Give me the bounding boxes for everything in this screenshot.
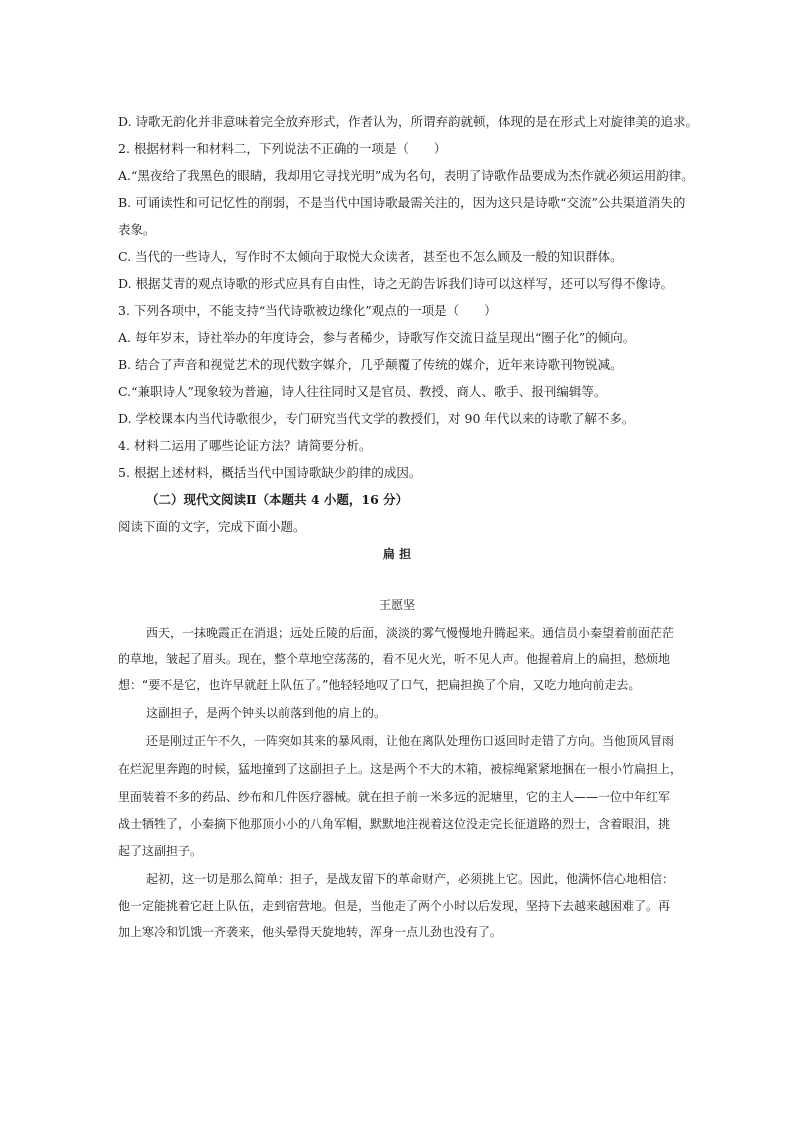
- story-paragraph-1-line-1: 西天，一抹晚霞正在消退；远处丘陵的后面，淡淡的雾气慢慢地升腾起来。通信员小秦望着前面茫茫: [146, 626, 675, 640]
- section-heading: （二）现代文阅读Ⅱ（本题共 4 小题，16 分）: [146, 492, 409, 507]
- question-3-option-a: A. 每年岁末，诗社举办的年度诗会，参与者稀少，诗歌写作交流日益呈现出“圈子化”的倾向。: [118, 330, 636, 345]
- story-paragraph-3-line-1: 还是刚过正午不久，一阵突如其来的暴风雨，让他在离队处理伤口返回时走错了方向。当他顶风冒雨: [146, 734, 675, 748]
- question-3-stem: 3. 下列各项中，不能支持“当代诗歌被边缘化”观点的一项是（ ）: [118, 303, 497, 318]
- story-paragraph-1-line-2: 的草地，皱起了眉头。现在，整个草地空荡荡的，看不见火光，听不见人声。他握着肩上的扁担，愁烦地: [118, 652, 671, 666]
- story-paragraph-3-line-2: 在烂泥里奔跑的时候，猛地撞到了这副担子上。这是两个不大的木箱，被棕绳紧紧地捆在一根小竹扁担上，: [118, 762, 683, 776]
- story-paragraph-3-line-4: 战士牺牲了，小秦摘下他那顶小小的八角军帽，默默地注视着这位没走完长征道路的烈士，含着眼泪，挑: [118, 817, 671, 831]
- question-1-option-d: D. 诗歌无韵化并非意味着完全放弃形式，作者认为，所谓弃韵就顿，体现的是在形式上对旋律美的追求。: [118, 114, 699, 129]
- story-title: 扁 担: [382, 547, 412, 561]
- question-2-option-d: D. 根据艾青的观点诗歌的形式应具有自由性，诗之无韵告诉我们诗可以这样写，还可以写得不像诗。: [118, 276, 674, 291]
- question-3-option-b: B. 结合了声音和视觉艺术的现代数字媒介，几乎颠覆了传统的媒介，近年来诗歌刊物锐减。: [118, 357, 623, 372]
- question-2-option-c: C. 当代的一些诗人，写作时不太倾向于取悦大众读者，甚至也不怎么顾及一般的知识群体。: [118, 249, 623, 264]
- question-3-option-d: D. 学校课本内当代诗歌很少，专门研究当代文学的教授们，对 90 年代以来的诗歌了解不多。: [118, 411, 635, 426]
- story-paragraph-4-line-2: 他一定能挑着它赶上队伍，走到宿营地。但是，当他走了两个小时以后发现，坚持下去越来越困难了。再: [118, 899, 671, 913]
- story-author: 王愿坚: [378, 598, 415, 612]
- question-2-option-b: B. 可诵读性和可记忆性的削弱，不是当代中国诗歌最需关注的，因为这只是诗歌“交流”公共渠道消失的: [118, 195, 686, 210]
- story-paragraph-3-line-3: 里面装着不多的药品、纱布和几件医疗器械。就在担子前一米多远的泥塘里，它的主人——一位中年红军: [118, 790, 671, 804]
- story-paragraph-4-line-1: 起初，这一切是那么简单：担子，是战友留下的革命财产，必须挑上它。因此，他满怀信心地相信：: [146, 872, 675, 886]
- section-instruction: 阅读下面的文字，完成下面小题。: [118, 519, 306, 534]
- question-5: 5. 根据上述材料，概括当代中国诗歌缺少韵律的成因。: [118, 465, 422, 480]
- story-paragraph-3-line-5: 起了这副担子。: [118, 844, 203, 858]
- question-2-option-a: A.“黑夜给了我黑色的眼睛，我却用它寻找光明”成为名句，表明了诗歌作品要成为杰作就必须运用韵律。: [118, 168, 694, 183]
- question-2-stem: 2. 根据材料一和材料二，下列说法不正确的一项是（ ）: [118, 141, 447, 156]
- story-paragraph-4-line-3: 加上寒冷和饥饿一齐袭来，他头晕得天旋地转，浑身一点儿劲也没有了。: [118, 925, 503, 939]
- question-2-option-b-cont: 表象。: [118, 222, 156, 237]
- story-paragraph-2: 这副担子，是两个钟头以前落到他的肩上的。: [146, 706, 387, 720]
- question-3-option-c: C.“兼职诗人”现象较为普遍，诗人往往同时又是官员、教授、商人、歌手、报刊编辑等。: [118, 384, 607, 399]
- question-4: 4. 材料二运用了哪些论证方法？请简要分析。: [118, 438, 372, 453]
- story-paragraph-1-line-3: 想：“要不是它，也许早就赶上队伍了。”他轻轻地叹了口气，把扁担换了个肩，又吃力地向前走去。: [118, 678, 641, 692]
